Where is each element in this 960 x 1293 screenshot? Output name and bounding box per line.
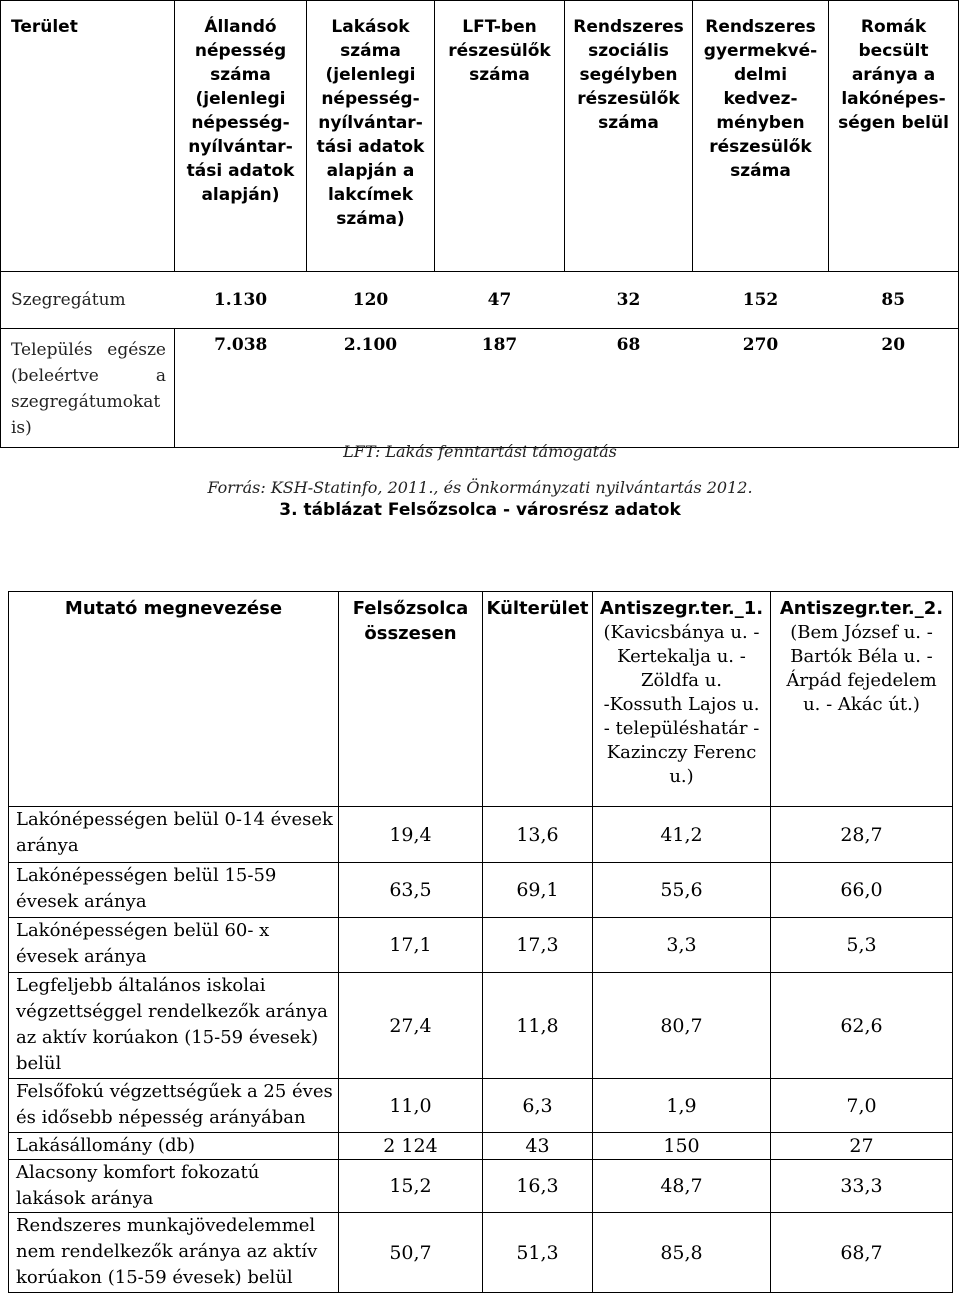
cell-value: 1.130 [175,272,307,329]
cell-value: 20 [829,329,959,448]
cell-value: 85,8 [593,1213,771,1293]
table-row [9,1133,953,1160]
cell-value: 41,2 [593,807,771,863]
cell-value: 80,7 [593,973,771,1079]
table-row [9,1160,953,1213]
t1-header-child-benefit: Rendszeres gyermekvé- delmi kedvez- ményben részesülők száma [703,17,818,181]
cell-value: 187 [435,329,565,448]
t1-header-roma-ratio: Romák becsült aránya a lakónépes- ségen belül [838,17,949,133]
t1-header-cell [435,1,565,272]
row-label: Lakónépességen belül 60- x évesek aránya [9,918,339,973]
cell-value: 152 [693,272,829,329]
t2-header-cell [593,592,771,807]
cell-value: 55,6 [593,863,771,918]
table-row [9,1079,953,1133]
cell-value: 7.038 [175,329,307,448]
cell-value: 63,5 [339,863,483,918]
cell-value: 6,3 [483,1079,593,1133]
cell-value: 27 [771,1133,953,1160]
t2-header-outskirts: Külterület [486,598,589,619]
t1-header-cell [1,1,175,272]
t1-header-cell [307,1,435,272]
t2-header-total: Felsőzsolca összesen [352,598,469,644]
table-row [9,863,953,918]
t1-header-lft: LFT-ben részesülők száma [448,17,551,85]
lft-abbreviation-note: LFT: Lakás fenntartási támogatás [343,442,617,461]
t2-header-cell [9,592,339,807]
t1-header-cell [693,1,829,272]
cell-value: 50,7 [339,1213,483,1293]
table1-header-row [1,1,959,272]
cell-value: 69,1 [483,863,593,918]
cell-value: 51,3 [483,1213,593,1293]
cell-value: 32 [565,272,693,329]
table2-header-row [9,592,953,807]
cell-value: 150 [593,1133,771,1160]
cell-value: 17,3 [483,918,593,973]
t2-header-antiszegr-2-streets: (Bem József u. - Bartók Béla u. - Árpád fejedelem u. - Akác út.) [786,622,937,715]
row-label: Szegregátum [1,272,175,329]
t2-header-cell [483,592,593,807]
row-label: Legfeljebb általános iskolai végzettséggel rendelkezők aránya az aktív korúakon (15-59 évesek) belül [9,973,339,1079]
cell-value: 15,2 [339,1160,483,1213]
table-row [9,918,953,973]
cell-value: 68 [565,329,693,448]
t2-header-antiszegr-1-streets: (Kavicsbánya u. - Kertekalja u. - Zöldfa u. -Kossuth Lajos u. - településhatár - Kazinczy Ferenc u.) [603,622,760,787]
t2-header-antiszegr-2-title: Antiszegr.ter._2. [779,598,944,619]
cell-value: 33,3 [771,1160,953,1213]
table-row [1,272,959,329]
cell-value: 2 124 [339,1133,483,1160]
source-note: Forrás: KSH-Statinfo, 2011., és Önkormányzati nyilvántartás 2012. [207,478,753,497]
row-label: Rendszeres munkajövedelemmel nem rendelkezők aránya az aktív korúakon (15-59 évesek) belül [9,1213,339,1293]
t1-header-social-aid: Rendszeres szociális segélyben részesülők száma [573,17,684,133]
cell-value: 11,0 [339,1079,483,1133]
cell-value: 7,0 [771,1079,953,1133]
cell-value: 17,1 [339,918,483,973]
cell-value: 270 [693,329,829,448]
cell-value: 1,9 [593,1079,771,1133]
cell-value: 120 [307,272,435,329]
t1-header-population: Állandó népesség száma (jelenlegi népesség- nyílvántar- tási adatok alapján) [186,17,295,205]
t1-header-area: Terület [11,17,78,37]
cell-value: 47 [435,272,565,329]
row-label: Lakónépességen belül 0-14 évesek aránya [9,807,339,863]
cell-value: 2.100 [307,329,435,448]
table-title: 3. táblázat Felsőzsolca - városrész adatok [279,500,681,520]
row-label: Lakónépességen belül 15-59 évesek aránya [9,863,339,918]
cell-value: 19,4 [339,807,483,863]
table-row [9,1213,953,1293]
t2-header-antiszegr-1-title: Antiszegr.ter._1. [599,598,764,619]
cell-value: 62,6 [771,973,953,1079]
cell-value: 85 [829,272,959,329]
t2-header-cell [771,592,953,807]
table-row [1,329,959,448]
table-row [9,973,953,1079]
cell-value: 5,3 [771,918,953,973]
t1-header-dwellings: Lakások száma (jelenlegi népesség- nyílvántar- tási adatok alapján a lakcímek száma) [316,17,425,229]
t1-header-cell [829,1,959,272]
cell-value: 13,6 [483,807,593,863]
cell-value: 16,3 [483,1160,593,1213]
row-label: Alacsony komfort fokozatú lakások aránya [9,1160,339,1213]
cell-value: 3,3 [593,918,771,973]
district-data-table [8,591,953,1293]
cell-value: 28,7 [771,807,953,863]
cell-value: 27,4 [339,973,483,1079]
cell-value: 11,8 [483,973,593,1079]
t2-header-indicator: Mutató megnevezése [64,598,283,619]
t1-header-cell [175,1,307,272]
cell-value: 68,7 [771,1213,953,1293]
row-label: Lakásállomány (db) [9,1133,339,1160]
table-row [9,807,953,863]
settlement-stats-table [0,0,959,448]
row-label: Felsőfokú végzettségűek a 25 éves és idősebb népesség arányában [9,1079,339,1133]
t1-header-cell [565,1,693,272]
t2-header-cell [339,592,483,807]
cell-value: 43 [483,1133,593,1160]
row-label: Település egésze (beleértve a szegregátumokat is) [1,329,175,448]
cell-value: 66,0 [771,863,953,918]
cell-value: 48,7 [593,1160,771,1213]
